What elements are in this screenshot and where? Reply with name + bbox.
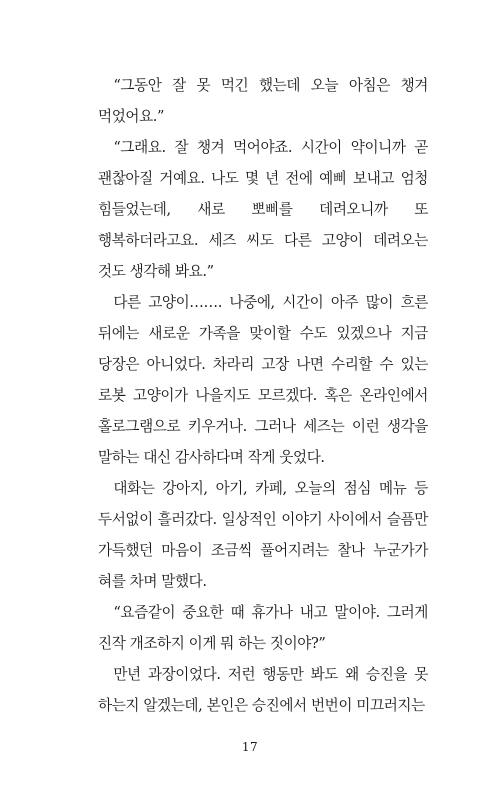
paragraph-dialogue-1: “그동안 잘 못 먹긴 했는데 오늘 아침은 챙겨 먹었어요.” — [98, 77, 428, 125]
paragraph-dialogue-2: “그래요. 잘 챙겨 먹어야죠. 시간이 약이니까 곧 괜찮아질 거예요. 나도 몇 년 전에 예삐 보내고 엄청 힘들었는데, 새로 뽀삐를 데려오니까 또 행복하더라고요. 세즈 씨도 다른 고양이 데려오는 것도 생각해 봐요.” — [98, 139, 428, 280]
paragraph-dialogue-3: “요즘같이 중요한 때 휴가나 내고 말이야. 그러게 진작 개조하지 이게 뭐 하는 짓이야?” — [98, 604, 428, 652]
body-text — [98, 70, 428, 721]
page-number: 17 — [241, 740, 259, 754]
paragraph-narration-1: 다른 고양이……. 나중에, 시간이 아주 많이 흐른 뒤에는 새로운 가족을 맞이할 수도 있겠으나 지금 당장은 아니었다. 차라리 고장 나면 수리할 수 있는 로봇 고양이가 나을지도 모르겠다. 혹은 온라인에서 홀로그램으로 키우거나. 그러나 세즈는 이런 생각을 말하는 대신 감사하다며 작게 웃었다. — [98, 294, 428, 466]
paragraph-narration-3: 만년 과장이었다. 저런 행동만 봐도 왜 승진을 못 하는지 알겠는데, 본인은 승진에서 번번이 미끄러지는 — [98, 666, 428, 714]
paragraph-narration-2: 대화는 강아지, 아기, 카페, 오늘의 점심 메뉴 등 두서없이 흘러갔다. 일상적인 이야기 사이에서 슬픔만 가득했던 마음이 조금씩 풀어지려는 찰나 누군가가 혀를 차며 말했다. — [98, 480, 428, 590]
